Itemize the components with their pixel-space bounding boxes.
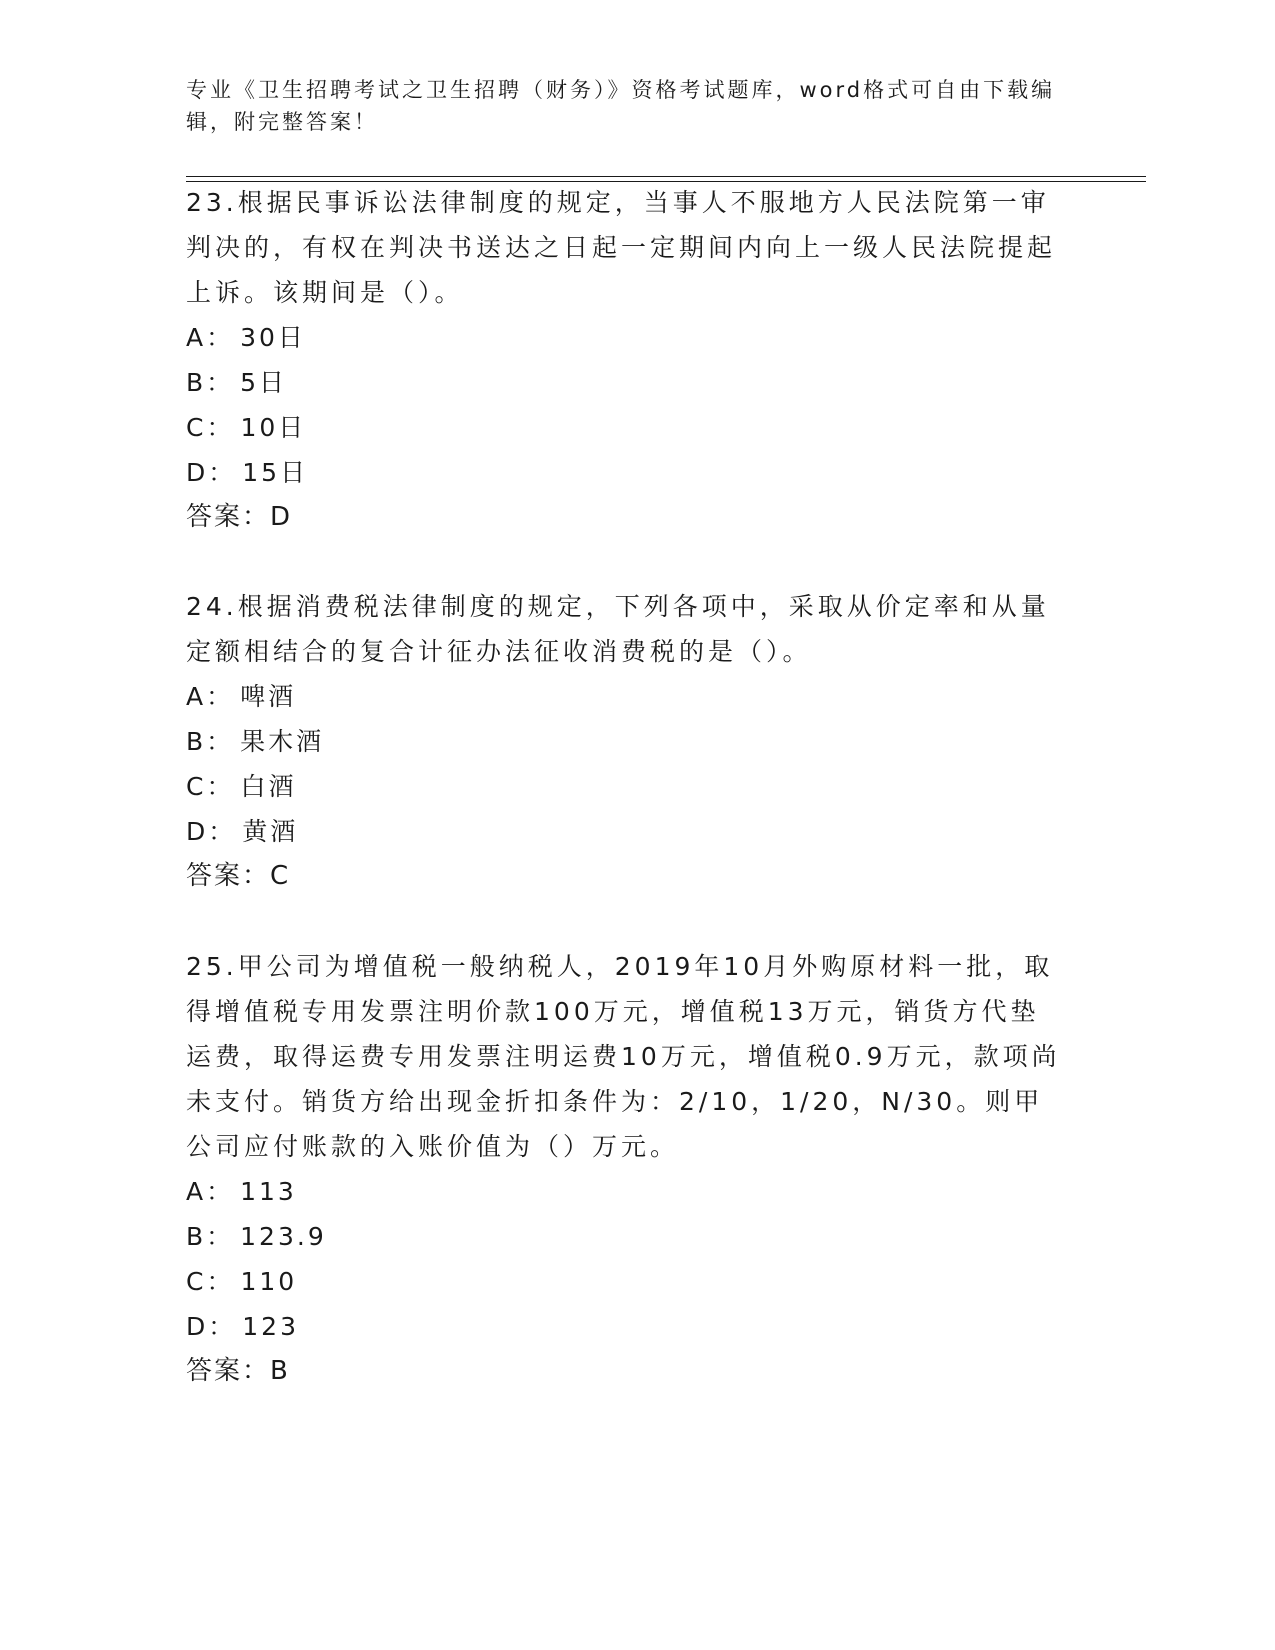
option-text: 15日 [242,458,309,487]
option-a [186,674,1066,719]
option-key: D： [186,1312,237,1341]
question-25 [186,944,1066,1394]
question-23 [186,180,1066,540]
option-key: B： [186,1222,235,1251]
question-stem: 24.根据消费税法律制度的规定，下列各项中，采取从价定率和从量定额相结合的复合计征办法征收消费税的是（）。 [186,592,1050,666]
option-b [186,719,1066,764]
option-key: C： [186,772,235,801]
option-key: B： [186,368,235,397]
answer-line: 答案：D [186,502,293,532]
option-b [186,360,1066,405]
option-key: A： [186,323,235,352]
option-d [186,450,1066,495]
option-a [186,1169,1066,1214]
option-key: B： [186,727,235,756]
option-text: 123 [242,1312,299,1341]
option-key: C： [186,1267,235,1296]
answer-line: 答案：C [186,861,291,891]
option-text: 啤酒 [240,682,297,711]
option-c [186,405,1066,450]
option-key: A： [186,682,235,711]
answer-line: 答案：B [186,1356,290,1386]
option-b [186,1214,1066,1259]
option-key: D： [186,458,237,487]
option-c [186,1259,1066,1304]
option-d [186,809,1066,854]
option-text: 123.9 [240,1222,327,1251]
option-text: 110 [240,1267,298,1296]
option-d [186,1304,1066,1349]
option-text: 黄酒 [242,817,299,846]
option-text: 10日 [240,413,307,442]
option-text: 30日 [240,323,306,352]
document-intro: 专业《卫生招聘考试之卫生招聘（财务）》资格考试题库，word格式可自由下载编辑，附完整答案！ [186,78,1056,134]
option-text: 5日 [240,368,288,397]
option-text: 113 [240,1177,297,1206]
option-a [186,315,1066,360]
option-key: A： [186,1177,235,1206]
question-stem: 25.甲公司为增值税一般纳税人，2019年10月外购原材料一批，取得增值税专用发票注明价款100万元，增值税13万元，销货方代垫运费，取得运费专用发票注明运费10万元，增值税0.9万元，款项尚未支付。销货方给出现金折扣条件为：2/10，1/20，N/30。则甲公司应付账款的入账价值为（）万元。 [186,952,1061,1161]
option-text: 果木酒 [240,727,325,756]
option-c [186,764,1066,809]
option-key: D： [186,817,237,846]
option-text: 白酒 [240,772,297,801]
option-key: C： [186,413,235,442]
question-stem: 23.根据民事诉讼法律制度的规定，当事人不服地方人民法院第一审判决的，有权在判决书送达之日起一定期间内向上一级人民法院提起上诉。该期间是（）。 [186,188,1057,307]
question-24 [186,584,1066,899]
